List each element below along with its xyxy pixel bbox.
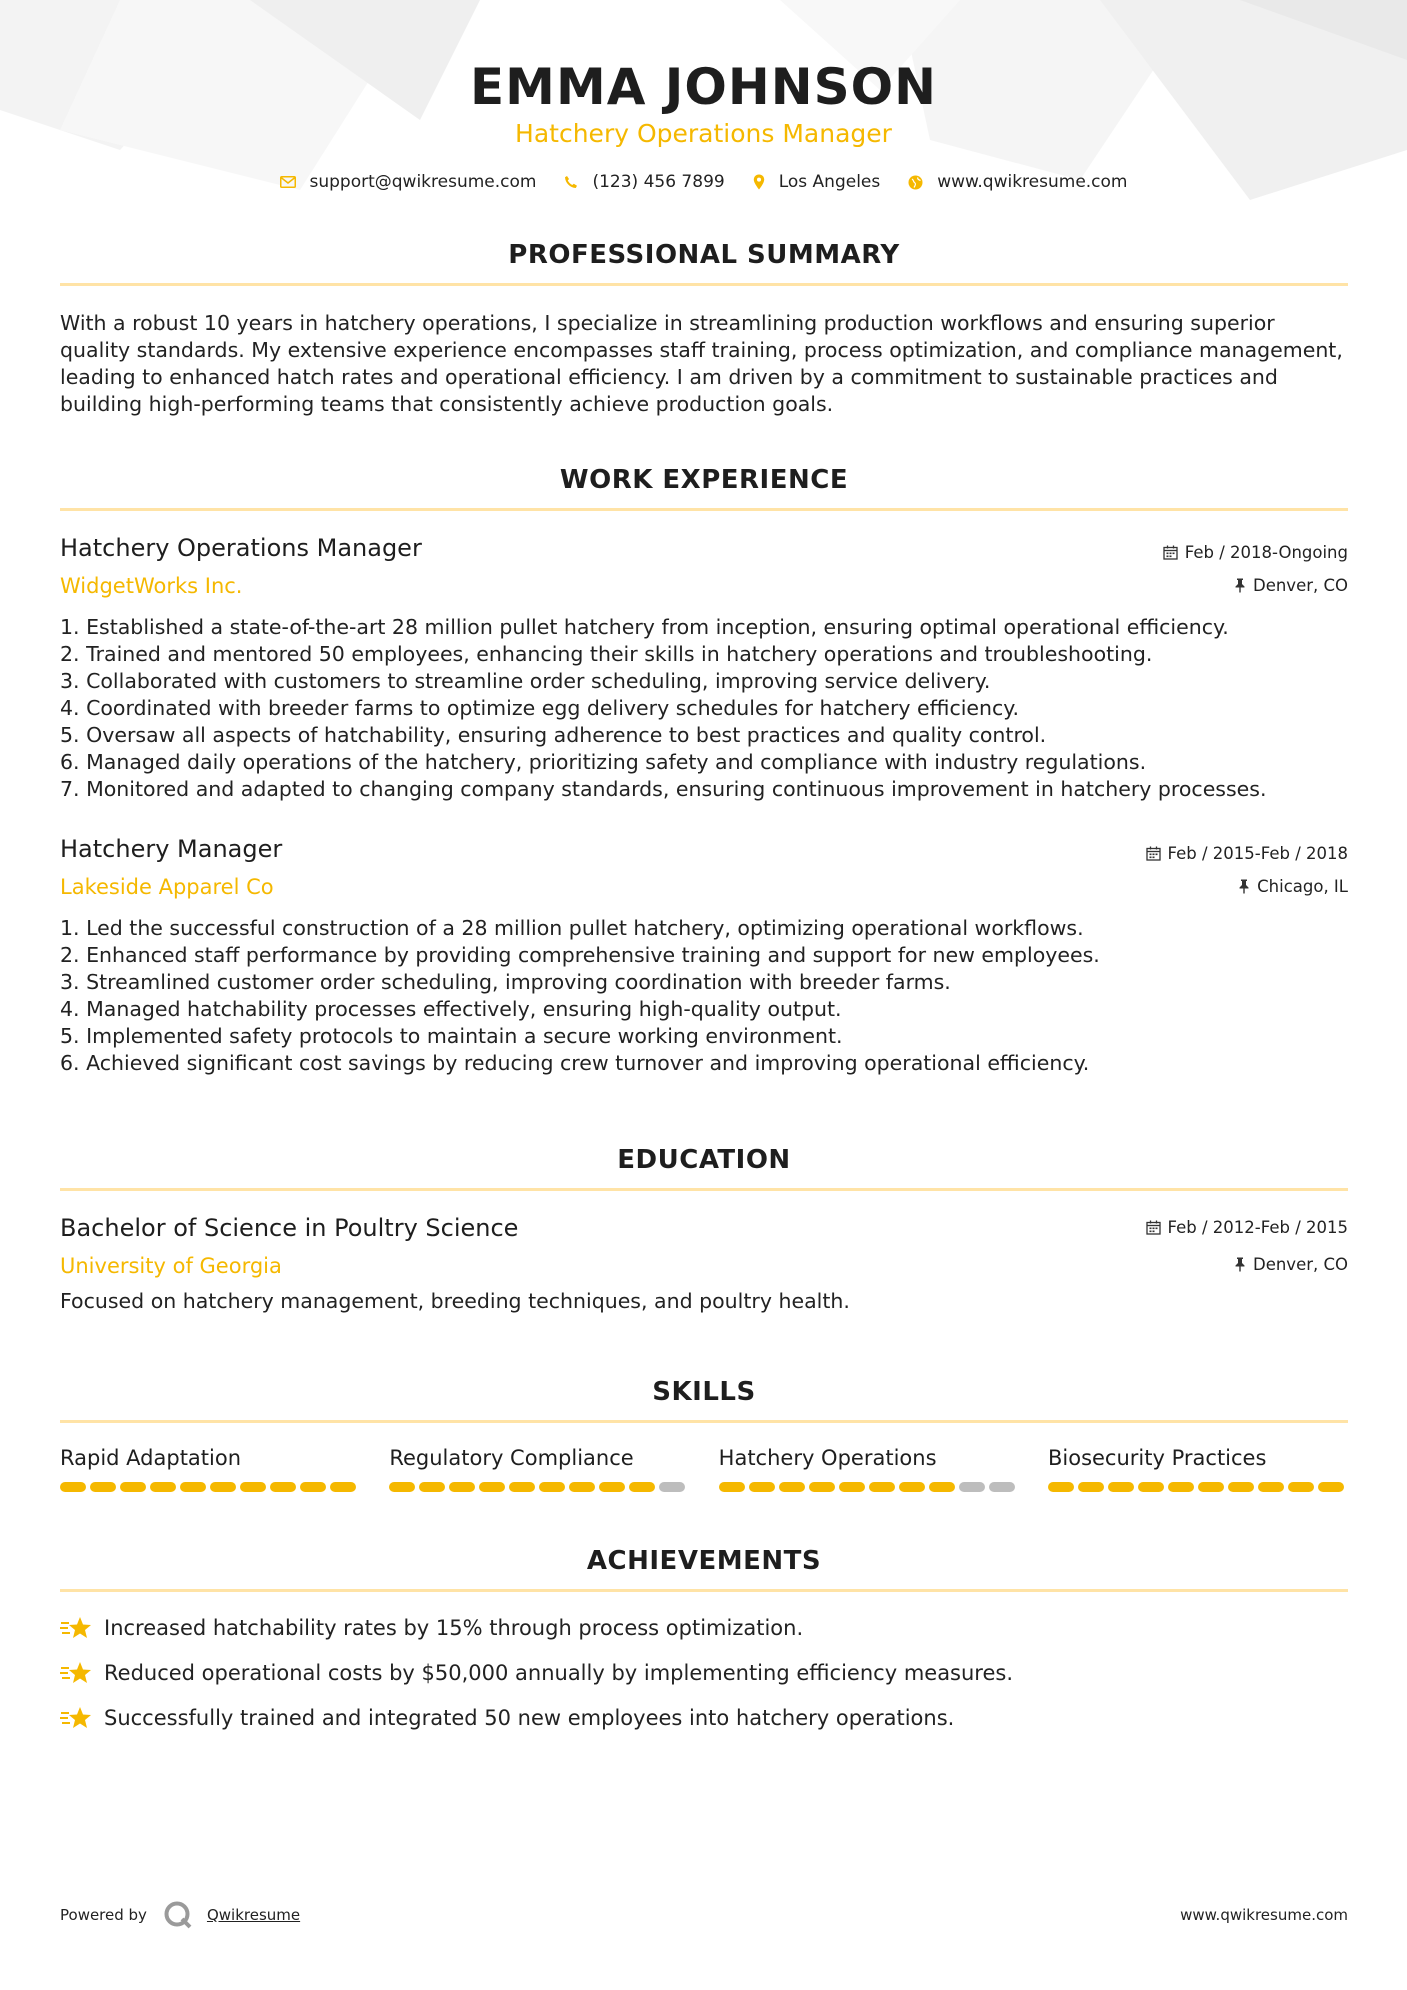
shooting-star-icon (60, 1705, 92, 1731)
skill-dot-filled (419, 1482, 445, 1492)
degree-title: Bachelor of Science in Poultry Science (60, 1214, 519, 1242)
job-location-text: Denver, CO (1252, 576, 1348, 595)
list-item: 5. Implemented safety protocols to maintain a secure working environment. (60, 1024, 843, 1048)
skill-dot-filled (330, 1482, 356, 1492)
shooting-star-icon (60, 1615, 92, 1641)
skill-dot-filled (1168, 1482, 1194, 1492)
website-text: www.qwikresume.com (937, 172, 1128, 192)
list-item: 5. Oversaw all aspects of hatchability, ensuring adherence to best practices and quality control. (60, 723, 1047, 747)
skill-dot-filled (509, 1482, 535, 1492)
globe-icon (908, 175, 923, 190)
section-divider (60, 1589, 1348, 1592)
map-pin-icon (753, 174, 765, 190)
job-location-text: Chicago, IL (1257, 877, 1348, 896)
school-name: University of Georgia (60, 1254, 282, 1278)
list-item: 3. Collaborated with customers to streamline order scheduling, improving service delivery. (60, 669, 991, 693)
achievement-item (60, 1660, 1013, 1686)
skill-dot-filled (479, 1482, 505, 1492)
education-location (1234, 1255, 1348, 1274)
skill-dot-filled (929, 1482, 955, 1492)
skill-dot-filled (150, 1482, 176, 1492)
skill-dot-filled (1108, 1482, 1134, 1492)
achievement-text: Successfully trained and integrated 50 new employees into hatchery operations. (104, 1706, 955, 1730)
skill-item (60, 1446, 360, 1492)
job-title: Hatchery Operations Manager (60, 534, 422, 562)
section-title-experience: WORK EXPERIENCE (559, 465, 849, 495)
list-item: 6. Managed daily operations of the hatchery, prioritizing safety and compliance with industry regulations. (60, 750, 1147, 774)
skill-name: Regulatory Compliance (389, 1446, 634, 1470)
qwikresume-link[interactable]: Qwikresume (206, 1906, 301, 1924)
skill-dot-filled (1258, 1482, 1284, 1492)
skill-dot-filled (1078, 1482, 1104, 1492)
education-dates-text: Feb / 2012-Feb / 2015 (1167, 1218, 1348, 1237)
skill-dot-filled (599, 1482, 625, 1492)
job-dates-text: Feb / 2018-Ongoing (1184, 543, 1348, 562)
job-dates (1146, 844, 1348, 863)
list-item: 3. Streamlined customer order scheduling, improving coordination with breeder farms. (60, 970, 951, 994)
job-title: Hatchery Manager (60, 835, 283, 863)
qwikresume-logo-icon (163, 1900, 193, 1930)
skill-rating (1048, 1482, 1348, 1492)
skill-dot-filled (839, 1482, 865, 1492)
location-text: Los Angeles (778, 172, 881, 192)
list-item: 4. Managed hatchability processes effectively, ensuring high-quality output. (60, 997, 842, 1021)
skill-dot-filled (1228, 1482, 1254, 1492)
skill-dot-filled (539, 1482, 565, 1492)
section-title-skills: SKILLS (652, 1377, 756, 1407)
email-text: support@qwikresume.com (309, 172, 537, 192)
section-title-education: EDUCATION (617, 1145, 791, 1175)
contact-location (753, 172, 881, 192)
skill-dot-filled (449, 1482, 475, 1492)
skill-dot-filled (719, 1482, 745, 1492)
contact-phone[interactable] (564, 172, 724, 192)
skill-dot-filled (1288, 1482, 1314, 1492)
list-item: 2. Trained and mentored 50 employees, enhancing their skills in hatchery operations and troubleshooting. (60, 642, 1153, 666)
achievement-text: Increased hatchability rates by 15% through process optimization. (104, 1616, 804, 1640)
education-dates (1146, 1218, 1348, 1237)
achievement-item (60, 1705, 954, 1731)
section-divider (60, 508, 1348, 511)
section-divider (60, 283, 1348, 286)
envelope-icon (280, 176, 296, 188)
job-dates (1163, 543, 1348, 562)
skill-dot-filled (210, 1482, 236, 1492)
pushpin-icon (1234, 578, 1246, 593)
contact-website[interactable] (908, 172, 1127, 192)
education-description: Focused on hatchery management, breeding techniques, and poultry health. (60, 1289, 850, 1313)
company-name: Lakeside Apparel Co (60, 875, 274, 899)
skill-dot-empty (659, 1482, 685, 1492)
skill-dot-filled (1138, 1482, 1164, 1492)
job-dates-text: Feb / 2015-Feb / 2018 (1167, 844, 1348, 863)
pushpin-icon (1234, 1257, 1246, 1272)
job-location (1238, 877, 1348, 896)
powered-by-label: Powered by (60, 1906, 147, 1924)
section-divider (60, 1420, 1348, 1423)
pushpin-icon (1238, 879, 1250, 894)
section-divider (60, 1188, 1348, 1191)
contact-email[interactable] (280, 172, 537, 192)
skill-dot-filled (569, 1482, 595, 1492)
candidate-name: EMMA JOHNSON (470, 58, 937, 116)
contact-bar (0, 172, 1407, 192)
skill-item (1048, 1446, 1348, 1492)
section-title-summary: PROFESSIONAL SUMMARY (508, 240, 900, 270)
skill-name: Hatchery Operations (718, 1446, 937, 1470)
skill-dot-empty (989, 1482, 1015, 1492)
education-location-text: Denver, CO (1252, 1255, 1348, 1274)
skill-dot-empty (959, 1482, 985, 1492)
list-item: 1. Established a state-of-the-art 28 million pullet hatchery from inception, ensuring optimal operational efficiency. (60, 615, 1229, 639)
skill-rating (60, 1482, 360, 1492)
skill-name: Biosecurity Practices (1047, 1446, 1267, 1470)
skill-dot-filled (60, 1482, 86, 1492)
job-bullet-list (60, 614, 1348, 803)
calendar-icon (1163, 545, 1178, 560)
skill-dot-filled (90, 1482, 116, 1492)
calendar-icon (1146, 1220, 1161, 1235)
footer-website-link[interactable]: www.qwikresume.com (1180, 1906, 1348, 1924)
summary-text: With a robust 10 years in hatchery operations, I specialize in streamlining production workflows and ensuring superior quality standards. My extensive experience encompasses staff training, process optimization, and compliance management, leading to enhanced hatch rates and operational efficiency. I am driven by a commitment to sustainable practices and building high-performing teams that consistently achieve production goals. (60, 311, 1343, 416)
list-item: 1. Led the successful construction of a 28 million pullet hatchery, optimizing operational workflows. (60, 916, 1084, 940)
phone-text: (123) 456 7899 (592, 172, 725, 192)
candidate-role: Hatchery Operations Manager (515, 119, 892, 148)
skill-dot-filled (1318, 1482, 1344, 1492)
skill-item (389, 1446, 689, 1492)
skill-dot-filled (779, 1482, 805, 1492)
skill-dot-filled (389, 1482, 415, 1492)
skill-dot-filled (629, 1482, 655, 1492)
list-item: 2. Enhanced staff performance by providing comprehensive training and support for new employees. (60, 943, 1100, 967)
skill-dot-filled (180, 1482, 206, 1492)
calendar-icon (1146, 846, 1161, 861)
achievement-text: Reduced operational costs by $50,000 annually by implementing efficiency measures. (104, 1661, 1014, 1685)
skill-dot-filled (749, 1482, 775, 1492)
skill-dot-filled (809, 1482, 835, 1492)
skill-name: Rapid Adaptation (60, 1446, 242, 1470)
list-item: 6. Achieved significant cost savings by reducing crew turnover and improving operational efficiency. (60, 1051, 1090, 1075)
skill-dot-filled (869, 1482, 895, 1492)
shooting-star-icon (60, 1660, 92, 1686)
skill-dot-filled (899, 1482, 925, 1492)
job-location (1234, 576, 1348, 595)
skill-dot-filled (270, 1482, 296, 1492)
skill-rating (389, 1482, 689, 1492)
skill-dot-filled (300, 1482, 326, 1492)
skills-grid (60, 1446, 1348, 1492)
skill-item (719, 1446, 1019, 1492)
company-name: WidgetWorks Inc. (60, 574, 243, 598)
job-bullet-list (60, 915, 1348, 1077)
footer-powered-by (60, 1900, 300, 1930)
skill-dot-filled (240, 1482, 266, 1492)
skill-dot-filled (1198, 1482, 1224, 1492)
achievement-item (60, 1615, 803, 1641)
list-item: 4. Coordinated with breeder farms to optimize egg delivery schedules for hatchery efficiency. (60, 696, 1020, 720)
section-title-achievements: ACHIEVEMENTS (586, 1546, 822, 1576)
phone-icon (564, 175, 578, 189)
skill-rating (719, 1482, 1019, 1492)
skill-dot-filled (120, 1482, 146, 1492)
list-item: 7. Monitored and adapted to changing company standards, ensuring continuous improvement in hatchery processes. (60, 777, 1267, 801)
skill-dot-filled (1048, 1482, 1074, 1492)
